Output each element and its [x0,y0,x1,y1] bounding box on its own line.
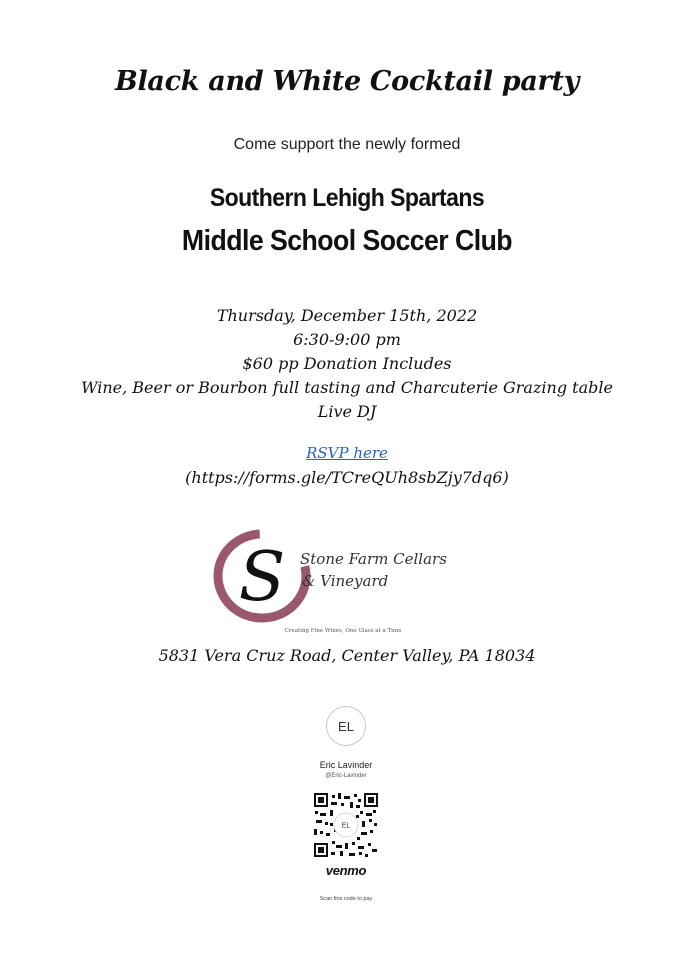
page-title: Black and White Cocktail party [114,66,580,97]
venue-logo [212,526,474,634]
club-name-line1: Southern Lehigh Spartans [209,184,485,212]
venmo-logo: venmo [325,863,367,878]
venmo-handle: @Eric-Lavinder [325,773,367,779]
intro-text: Come support the newly formed [233,136,461,153]
venmo-name: Eric Lavinder [319,760,373,770]
avatar: EL [326,706,366,746]
event-details [0,304,694,424]
event-time: 6:30-9:00 pm [293,330,401,349]
qr-code[interactable] [314,793,378,857]
event-date: Thursday, December 15th, 2022 [216,306,478,325]
rsvp-container [0,444,694,462]
rsvp-link[interactable]: RSVP here [306,444,388,462]
venue-address: 5831 Vera Cruz Road, Center Valley, PA 18034 [158,646,536,665]
logo-monogram: S [238,538,286,617]
event-music: Live DJ [317,402,377,421]
rsvp-url: (https://forms.gle/TCreQUh8sbZjy7dq6) [185,468,509,487]
logo-name-line1: Stone Farm Cellars [300,550,447,568]
scan-instruction: Scan this code to pay [319,896,373,902]
club-name-line2: Middle School Soccer Club [181,225,513,257]
logo-name-line2: & Vineyard [302,572,389,590]
event-includes: Wine, Beer or Bourbon full tasting and Charcuterie Grazing table [81,378,613,397]
qr-center-initials: EL [341,822,351,830]
event-price: $60 pp Donation Includes [242,354,452,373]
logo-tagline: Creating Fine Wines, One Glass at a Time [284,628,402,634]
venmo-card [294,700,398,902]
